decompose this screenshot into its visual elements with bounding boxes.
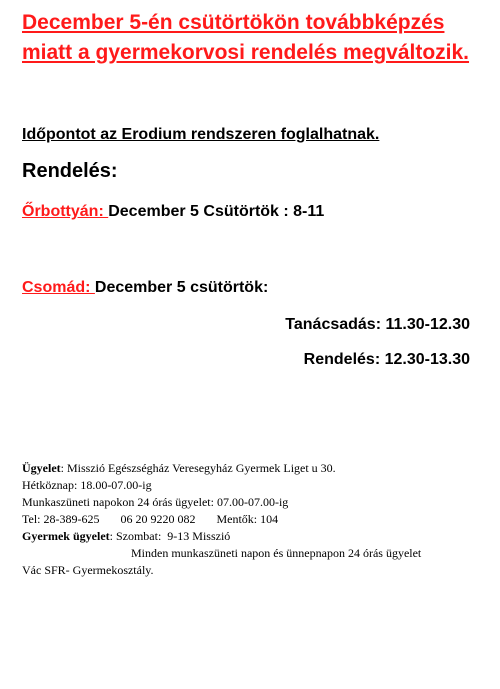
duty-address-line	[22, 460, 336, 477]
orbottyan-place: Őrbottyán:	[22, 203, 109, 220]
duty-weekday: Hétköznap: 18.00-07.00-ig	[22, 478, 152, 492]
orbottyan-schedule: December 5 Csütörtök : 8-11	[108, 203, 325, 220]
headline-line-2: miatt a gyermekorvosi rendelés megváltozik.	[22, 41, 470, 64]
duty-label: Ügyelet	[22, 461, 61, 475]
csomad-office: Rendelés: 12.30-13.30	[303, 351, 470, 368]
csomad-place: Csomád:	[22, 279, 95, 296]
csomad-consult: Tanácsadás: 11.30-12.30	[285, 316, 470, 333]
csomad-line	[22, 279, 268, 297]
headline-line-1: December 5-én csütörtökön továbbképzés	[22, 11, 445, 34]
headline	[22, 8, 492, 68]
orbottyan-line	[22, 203, 324, 221]
rendeles-title: Rendelés:	[22, 160, 118, 182]
child-duty-label: Gyermek ügyelet	[22, 529, 110, 543]
duty-phones: Tel: 28-389-625 06 20 9220 082 Mentők: 104	[22, 512, 279, 526]
child-duty-line	[22, 528, 230, 545]
duty-holiday-note: Minden munkaszüneti napon és ünnepnapon 24 órás ügyelet	[131, 546, 422, 560]
csomad-date: December 5 csütörtök:	[94, 279, 269, 296]
booking-note: Időpontot az Erodium rendszeren foglalhatnak.	[22, 126, 380, 143]
duty-address: : Misszió Egészségház Veresegyház Gyermek Liget u 30.	[60, 461, 336, 475]
duty-holiday: Munkaszüneti napokon 24 órás ügyelet: 07.00-07.00-ig	[22, 495, 289, 509]
duty-vac: Vác SFR- Gyermekosztály.	[22, 563, 154, 577]
child-duty-text: : Szombat: 9-13 Misszió	[109, 529, 231, 543]
